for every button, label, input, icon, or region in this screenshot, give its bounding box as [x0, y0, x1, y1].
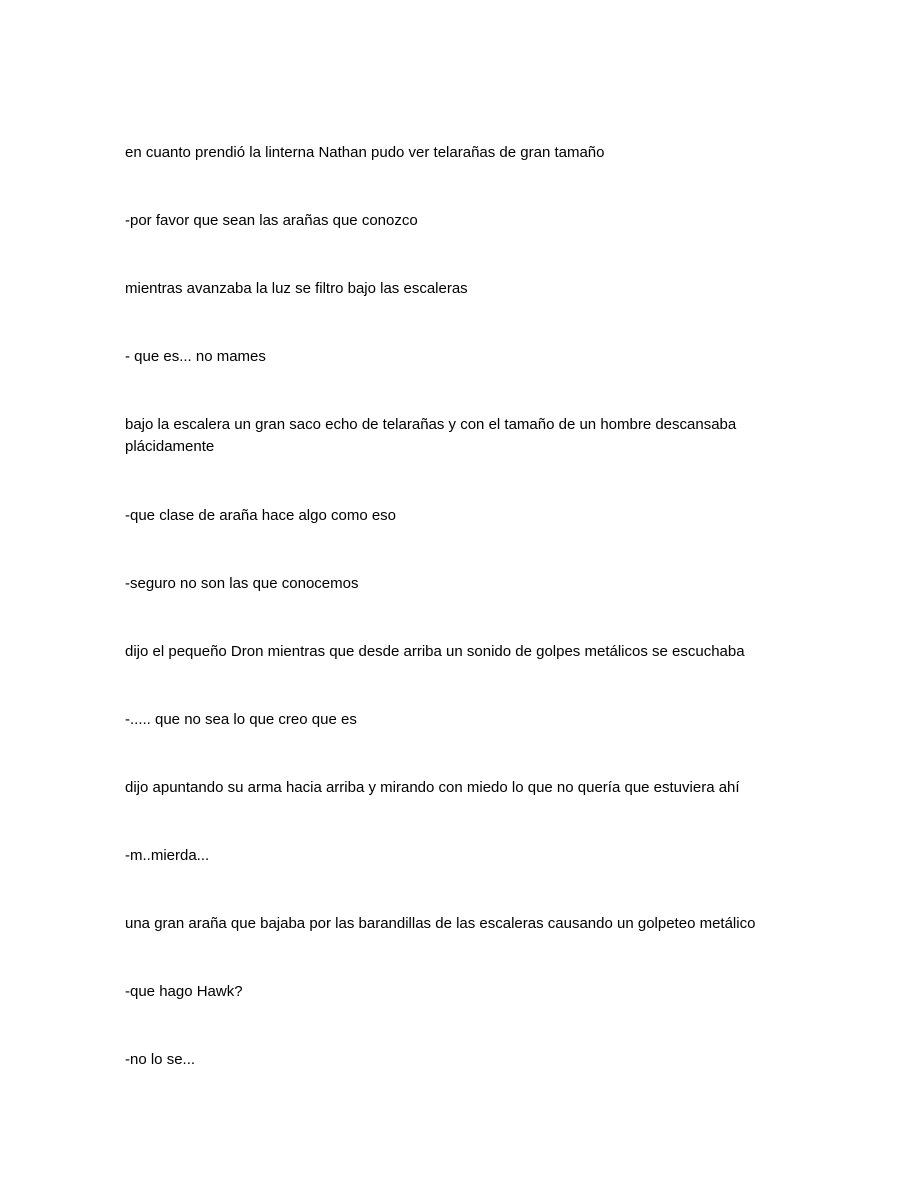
paragraph: -seguro no son las que conocemos — [125, 575, 359, 592]
paragraph: -..... que no sea lo que creo que es — [125, 711, 357, 728]
paragraph: dijo apuntando su arma hacia arriba y mirando con miedo lo que no quería que estuviera ahí — [125, 779, 740, 796]
paragraph: una gran araña que bajaba por las barandillas de las escaleras causando un golpeteo metálico — [125, 915, 756, 932]
paragraph: -no lo se... — [125, 1051, 196, 1068]
paragraph: en cuanto prendió la linterna Nathan pudo ver telarañas de gran tamaño — [125, 144, 605, 161]
paragraph: -que clase de araña hace algo como eso — [125, 507, 397, 524]
paragraph: dijo el pequeño Dron mientras que desde arriba un sonido de golpes metálicos se escuchaba — [125, 643, 745, 660]
paragraph: mientras avanzaba la luz se filtro bajo las escaleras — [125, 280, 468, 297]
paragraph: -que hago Hawk? — [125, 983, 243, 1000]
paragraph: bajo la escalera un gran saco echo de telarañas y con el tamaño de un hombre descansaba plácidamente — [125, 416, 737, 455]
paragraph: - que es... no mames — [125, 348, 266, 365]
paragraph: -por favor que sean las arañas que conozco — [125, 212, 418, 229]
paragraph: -m..mierda... — [125, 847, 210, 864]
